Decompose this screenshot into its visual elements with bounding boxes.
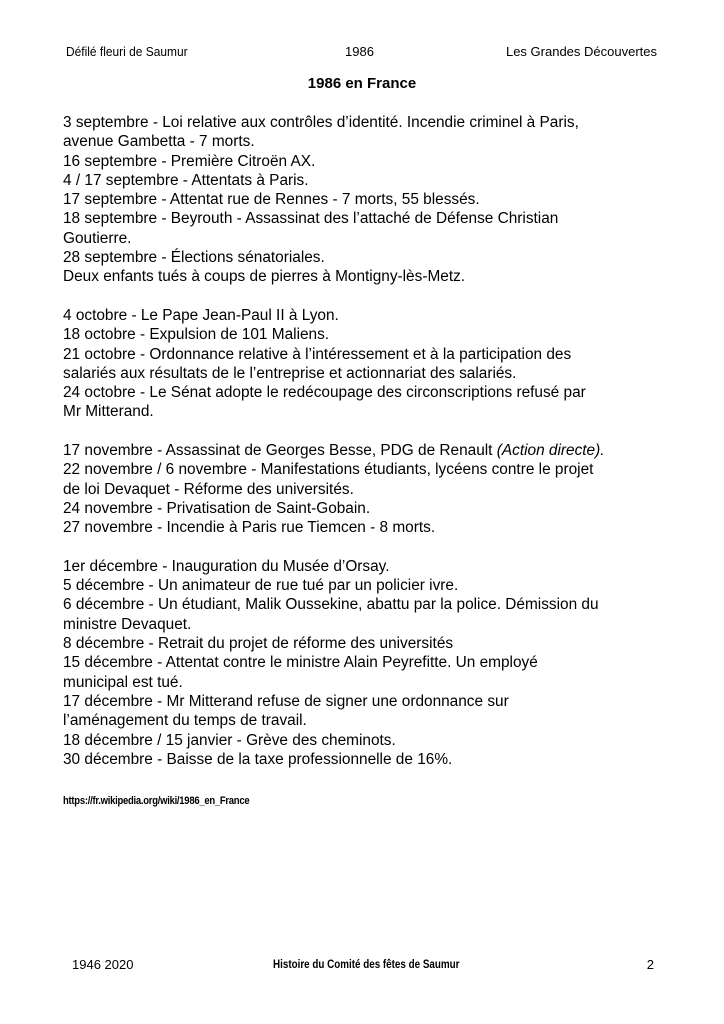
text-line: l’aménagement du temps de travail. xyxy=(63,712,307,730)
text-line: 6 décembre - Un étudiant, Malik Oussekine, abattu par la police. Démission du xyxy=(63,596,599,614)
page-title: 1986 en France xyxy=(307,75,417,92)
text-line: Mr Mitterand. xyxy=(63,403,154,421)
text-line: 15 décembre - Attentat contre le ministre Alain Peyrefitte. Un employé xyxy=(63,654,538,672)
footer-center: Histoire du Comité des fêtes de Saumur xyxy=(273,957,460,971)
header-right: Les Grandes Découvertes xyxy=(505,44,657,59)
text-line: Deux enfants tués à coups de pierres à Montigny-lès-Metz. xyxy=(63,268,466,286)
text-line: 17 décembre - Mr Mitterand refuse de signer une ordonnance sur xyxy=(63,692,509,710)
text-line: municipal est tué. xyxy=(63,673,183,691)
source-link[interactable]: https://fr.wikipedia.org/wiki/1986_en_France xyxy=(63,795,250,807)
text-line: 24 octobre - Le Sénat adopte le redécoupage des circonscriptions refusé par xyxy=(63,384,586,402)
italic-text-segment: (Action directe). xyxy=(496,442,605,460)
text-line: 4 / 17 septembre - Attentats à Paris. xyxy=(63,171,309,189)
page-number: 2 xyxy=(646,957,654,972)
text-line: 4 octobre - Le Pape Jean-Paul II à Lyon. xyxy=(63,306,339,324)
text-segment: 17 novembre - Assassinat de Georges Besse, PDG de Renault xyxy=(63,442,497,460)
paragraph-gap xyxy=(63,538,673,557)
text-line: 17 septembre - Attentat rue de Rennes - 7 morts, 55 blessés. xyxy=(63,191,480,209)
text-line: 3 septembre - Loi relative aux contrôles d’identité. Incendie criminel à Paris, xyxy=(63,114,579,131)
header-center: 1986 xyxy=(345,44,374,59)
document-body xyxy=(63,113,673,769)
footer-left: 1946 2020 xyxy=(72,957,134,972)
text-line: Goutierre. xyxy=(63,229,132,247)
text-line: 30 décembre - Baisse de la taxe professionnelle de 16%. xyxy=(63,750,453,768)
text-line: salariés aux résultats de le l’entreprise et actionnariat des salariés. xyxy=(63,364,517,382)
text-line: avenue Gambetta - 7 morts. xyxy=(63,133,255,151)
text-line: 18 septembre - Beyrouth - Assassinat des l’attaché de Défense Christian xyxy=(63,210,559,228)
text-line: 27 novembre - Incendie à Paris rue Tiemcen - 8 morts. xyxy=(63,519,436,537)
text-line: 5 décembre - Un animateur de rue tué par un policier ivre. xyxy=(63,577,459,595)
paragraph-gap xyxy=(63,422,673,441)
text-line: 24 novembre - Privatisation de Saint-Gobain. xyxy=(63,499,371,517)
text-line: 22 novembre / 6 novembre - Manifestations étudiants, lycéens contre le projet xyxy=(63,461,594,479)
text-line: 28 septembre - Élections sénatoriales. xyxy=(63,249,325,267)
paragraph-gap xyxy=(63,287,673,306)
text-line: 16 septembre - Première Citroën AX. xyxy=(63,152,316,170)
text-line xyxy=(63,441,673,460)
text-line: 18 décembre / 15 janvier - Grève des cheminots. xyxy=(63,731,396,749)
text-line: ministre Devaquet. xyxy=(63,615,192,633)
text-line: 8 décembre - Retrait du projet de réforme des universités xyxy=(63,635,454,653)
text-line: 1er décembre - Inauguration du Musée d’Orsay. xyxy=(63,557,390,575)
text-line: de loi Devaquet - Réforme des universités. xyxy=(63,480,354,498)
text-line: 21 octobre - Ordonnance relative à l’intéressement et à la participation des xyxy=(63,345,572,363)
text-line: 18 octobre - Expulsion de 101 Maliens. xyxy=(63,326,330,344)
header-left: Défilé fleuri de Saumur xyxy=(66,44,188,59)
